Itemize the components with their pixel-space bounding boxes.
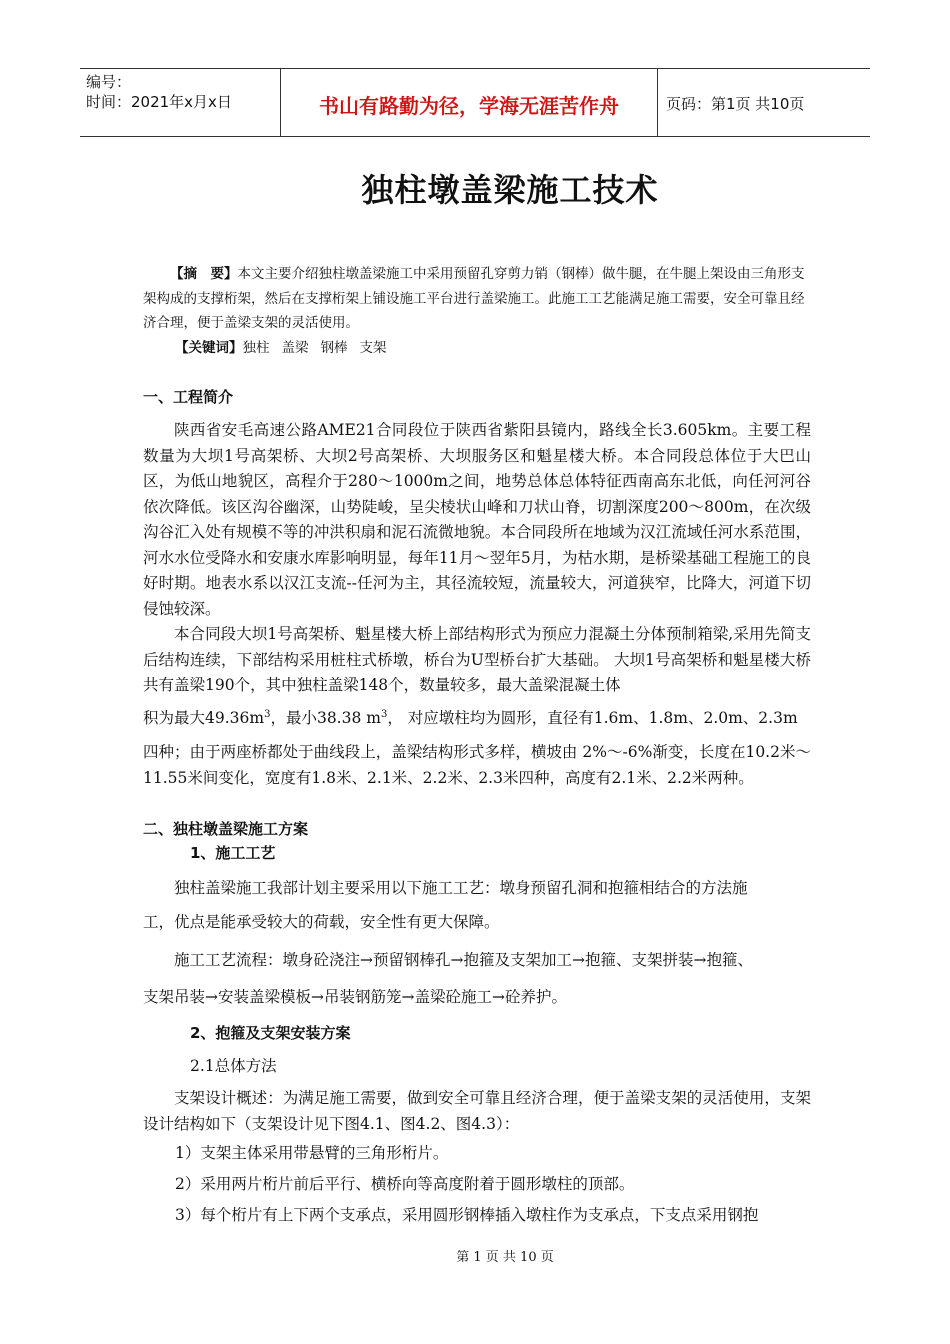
serial-label: 编号：	[86, 73, 132, 91]
section1-heading: 一、工程简介	[143, 388, 234, 406]
section1-paragraph-3: 四种；由于两座桥都处于曲线段上，盖梁结构形式多样，横坡由 2%～-6%渐变，长度在10.2米～11.55米间变化，宽度有1.8米、2.1米、2.2米、2.3米四种，高度有2.1米、2.2米两种。	[143, 743, 811, 787]
keyword: 盖梁	[281, 340, 309, 356]
design-item: 2）采用两片桁片前后平行、横桥向等高度附着于圆形墩柱的顶部。	[175, 1175, 635, 1193]
volume-min-unit-sup: 3	[380, 709, 388, 720]
section1-paragraph-1: 陕西省安毛高速公路AME21合同段位于陕西省紫阳县镜内，路线全长3.605km。主要工程数量为大坝1号高架桥、大坝2号高架桥、大坝服务区和魁星楼大桥。本合同段总体位于大巴山区，为低山地貌区，高程介于280～1000m之间，地势总体总体特征西南高东北低，向任河河谷依次降低。该区沟谷幽深，山势陡峻，呈尖棱状山峰和刀状山脊，切割深度200～800m，在次级沟谷汇入处有规模不等的冲洪积扇和泥石流微地貌。本合同段所在地域为汉江流域任河水系范围，河水水位受降水和安康水库影响明显，每年11月～翌年5月，为枯水期，是桥梁基础工程施工的良好时期。地表水系以汉江支流--任河为主，其径流较短，流量较大，河道狭窄，比降大，河道下切侵蚀较深。	[143, 421, 811, 618]
keywords-label: 【关键词】	[175, 340, 243, 356]
column-diameters: ， 对应墩柱均为圆形，直径有1.6m、1.8m、2.0m、2.3m	[387, 709, 798, 727]
abstract-label: 【摘 要】	[170, 266, 238, 282]
section2-p2a: 施工工艺流程：墩身砼浇注→预留钢棒孔→抱箍及支架加工→抱箍、支架拼装→抱箍、	[174, 951, 753, 969]
section1-body	[143, 418, 811, 699]
section2-p1a: 独柱盖梁施工我部计划主要采用以下施工工艺：墩身预留孔洞和抱箍相结合的方法施	[174, 879, 748, 897]
keyword: 独柱	[242, 340, 270, 356]
header-motto: 书山有路勤为径，学海无涯苦作舟	[319, 94, 619, 118]
section2-p3	[143, 1086, 811, 1137]
section1-volume-line	[143, 706, 811, 732]
volume-max: 积为最大49.36m	[143, 709, 265, 727]
header-divider-left	[280, 68, 281, 136]
section2-sub1: 1、施工工艺	[190, 844, 276, 862]
header-bottom-rule	[80, 136, 870, 137]
section1-paragraph-2: 本合同段大坝1号高架桥、魁星楼大桥上部结构形式为预应力混凝土分体预制箱梁,采用先简支后结构连续，下部结构采用桩柱式桥墩，桥台为U型桥台扩大基础。 大坝1号高架桥和魁星楼大桥共有盖梁190个，其中独柱盖梁148个，数量较多，最大盖梁混凝土体	[143, 625, 811, 694]
section2-sub21: 2.1总体方法	[190, 1057, 277, 1075]
volume-max-unit-sup: 3	[264, 709, 271, 720]
section2-p2b: 支架吊装→安装盖梁模板→吊装钢筋笼→盖梁砼施工→砼养护。	[143, 988, 567, 1006]
support-design-overview: 支架设计概述：为满足施工需要，做到安全可靠且经济合理，便于盖梁支架的灵活使用，支架设计结构如下（支架设计见下图4.1、图4.2、图4.3）：	[143, 1089, 811, 1133]
volume-min: ，最小38.38 m	[270, 709, 381, 727]
keyword: 支架	[359, 340, 387, 356]
section2-sub2: 2、抱箍及支架安装方案	[190, 1024, 351, 1042]
design-item: 1）支架主体采用带悬臂的三角形桁片。	[175, 1144, 449, 1162]
abstract	[143, 262, 815, 336]
document-title: 独柱墩盖梁施工技术	[361, 171, 659, 209]
date-label: 时间：2021年x月x日	[86, 93, 232, 111]
header-divider-right	[657, 68, 658, 136]
section2-p1b: 工，优点是能承受较大的荷载，安全性有更大保障。	[143, 913, 500, 931]
header-left	[86, 72, 232, 112]
header-page-info: 页码：第1页 共10页	[666, 95, 805, 113]
abstract-text: 本文主要介绍独柱墩盖梁施工中采用预留孔穿剪力销（钢棒）做牛腿，在牛腿上架设由三角形支架构成的支撑桁架，然后在支撑桁架上铺设施工平台进行盖梁施工。此施工工艺能满足施工需要，安全可靠且经济合理，便于盖梁支架的灵活使用。	[143, 266, 805, 331]
header-top-rule	[80, 68, 870, 69]
page-footer: 第 1 页 共 10 页	[456, 1250, 554, 1265]
keywords	[175, 336, 387, 356]
design-item: 3）每个桁片有上下两个支承点，采用圆形钢棒插入墩柱作为支承点，下支点采用钢抱	[175, 1206, 759, 1224]
section2-heading: 二、独柱墩盖梁施工方案	[143, 820, 309, 838]
keyword: 钢棒	[320, 340, 348, 356]
